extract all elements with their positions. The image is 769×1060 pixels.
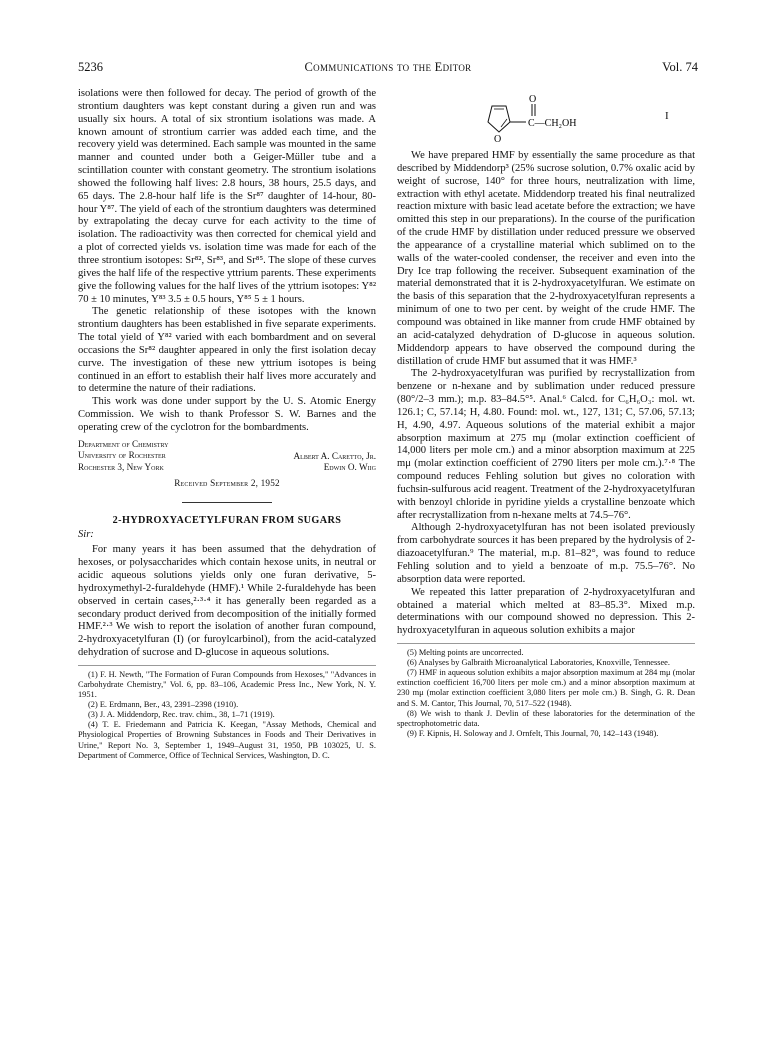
footnote: (5) Melting points are uncorrected. (407, 648, 524, 658)
paragraph: We have prepared HMF by essentially the same procedure as that described by Middendorp³ (25% sucrose solution, 0.7% oxalic acid by weight of sucrose, 140° for three hours, neutralization with lime, extraction with ethyl acetate. Middendorp treated his final neutralized reaction mixture with basic lead acetate before the extraction; we have omitted this step in our preparations). In the course of the purification of the crude HMF by distillation under reduced pressure we observed the appearance of a crystalline material which sublimed on to the walls of the water-cooled condenser, the receiver and even into the Dry Ice trap following the receiver. Subsequent examination of the material demonstrated that it is 2-hydroxyacetylfuran. We estimate on the basis of this separation that the 2-hydroxyacetylfuran represents a minimum of one to two per cent. by weight of the crude HMF. The compound was obtained in like manner from crude HMF obtained by an acid-catalyzed dehydration of D-glucose in aqueous solution. Middendorp appears to have observed the compound during the distillation of crude HMF but assumed that it was HMF.³ (397, 150, 695, 367)
affiliation-line: University of Rochester (78, 450, 166, 461)
side-chain-label: C—CH₂OH (528, 118, 577, 129)
section-divider (182, 502, 272, 503)
affiliation-line: Rochester 3, New York (78, 461, 164, 472)
volume-label: Vol. 74 (662, 60, 698, 74)
paragraph: The genetic relationship of these isotopes with the known strontium daughters has been established in five separate experiments. The total yield of Y⁸² varied with each bombardment and on several occasions the Sr⁸² daughter appeared in only the first isolation decay curve. The investigation of these new yttrium isotopes is being continued in an effort to establish their half lives more accurately and to determine the nature of their radiations. (78, 306, 376, 395)
paragraph: This work was done under support by the U. S. Atomic Energy Commission. We wish to thank Professor S. W. Barnes and the operating crew of the cyclotron for the bombardments. (78, 396, 376, 433)
page-header (78, 60, 698, 78)
footnote: (7) HMF in aqueous solution exhibits a major absorption maximum at 284 mμ (molar extinction coefficient 16,700 liters per mole cm.) and a minor absorption maximum at 230 mμ (molar extinction coefficient 3,080 liters per mole cm.) B. Singh, G. R. Dean and S. M. Cantor, This Journal, 70, 517–522 (1948). (397, 668, 695, 708)
received-date: Received September 2, 1952 (174, 477, 280, 488)
paragraph: We repeated this latter preparation of 2-hydroxyacetylfuran and obtained a material which melted at 83–85.3°. Mixed m.p. determinations with our compound showed no depression. This 2-hydroxyacetylfuran in aqueous solution exhibits a major (397, 586, 695, 637)
furan-structure-diagram (470, 92, 630, 144)
compound-number: I (665, 110, 669, 122)
left-column (78, 88, 376, 761)
footnote: (1) F. H. Newth, "The Formation of Furan Compounds from Hexoses," "Advances in Carbohydrate Chemistry," Vol. 6, pp. 83–106, Academic Press Inc., New York, N. Y. 1951. (78, 669, 376, 700)
salutation: Sir: (78, 529, 94, 541)
footnote: (8) We wish to thank J. Devlin of these laboratories for the determination of the spectrophotometric data. (397, 708, 695, 728)
ring-oxygen-label: O (494, 134, 502, 144)
author-name: Edwin O. Wiig (323, 462, 376, 473)
running-title: Communications to the Editor (304, 60, 472, 74)
footnotes-right (397, 643, 695, 739)
page-number: 5236 (78, 60, 103, 74)
footnote: (9) F. Kipnis, H. Soloway and J. Ornfelt, This Journal, 70, 142–143 (1948). (407, 728, 659, 738)
paragraph: For many years it has been assumed that the dehydration of hexoses, or polysaccharides which contain hexose units, in neutral or acidic aqueous solutions yields only one furan derivative, 5-hydroxymethyl-2-furaldehyde (HMF).¹ While 2-furaldehyde has been observed in certain cases,²·³·⁴ it has generally been regarded as a secondary product derived from decomposition of the initially formed HMF.²·³ We wish to report the isolation of another furan compound, 2-hydroxyacetylfuran (I) (or furoylcarbinol), from the acid-catalyzed dehydration of sucrose and D-glucose in aqueous solutions. (78, 544, 376, 659)
footnote: (4) T. E. Friedemann and Patricia K. Keegan, "Assay Methods, Chemical and Physiological Properties of Browning Substances in Foods and Their Derivatives in Urine," Report No. 3, September 1, 1949–August 31, 1950, PB 103025, U. S. Department of Commerce, Office of Technical Services, Washington, D. C. (78, 720, 376, 760)
right-column (397, 150, 695, 739)
article-title: 2-HYDROXYACETYLFURAN FROM SUGARS (112, 514, 342, 526)
paragraph: Although 2-hydroxyacetylfuran has not been isolated previously from carbohydrate sources it has been prepared by the hydrolysis of 2-diazoacetylfuran.⁹ The material, m.p. 81–82°, was found to reduce Fehling solution and to yield a benzoate of m.p. 75.5–76°. No absorption data were reported. (397, 522, 695, 585)
footnote: (3) J. A. Middendorp, Rec. trav. chim., 38, 1–71 (1919). (88, 710, 275, 720)
author-name: Albert A. Caretto, Jr. (293, 450, 376, 461)
paragraph: isolations were then followed for decay. The period of growth of the strontium daughters was kept constant during a given run and was usually six hours. A total of six strontium isolations was made. A known amount of strontium carrier was added each time, and the recovery yield was determined. Each sample was mounted in the same manner and counted under both a Geiger-Müller tube and a scintillation counter with constant geometry. The strontium isolations showed the following half lives: 2.8 hours, 38 hours, 25.5 days, and 65 days. The 2.8-hour half life is the Sr⁸⁷ daughter of 14-hour, 80-hour Y⁸⁷. The yield of each of the strontium daughters was determined by extrapolating the decay curve for each activity to the time of isolation. The radioactivity was then corrected for chemical yield and a plot of corrected yields vs. isolation time was made for each of the three strontium isotopes: Sr⁸², Sr⁸³, and Sr⁸⁵. The slope of these curves gives the half life of the respective yttrium parents. These experiments give the following values for the half lives of the yttrium isotopes: Y⁸² 70 ± 10 minutes, Y⁸³ 3.5 ± 0.5 hours, Y⁸⁵ 5 ± 1 hours. (78, 88, 376, 305)
affiliation-block (78, 439, 376, 475)
paragraph: The 2-hydroxyacetylfuran was purified by recrystallization from benzene or n-hexane and by sublimation under reduced pressure (80°/2–3 mm.); m.p. 83–84.5°⁵. Anal.⁶ Calcd. for C₆H₆O₃: mol. wt. 126.1; C, 57.14; H, 4.80. Found: mol. wt., 127, 131; C, 57.06, 57.13; H, 4.90, 4.97. Aqueous solutions of the material exhibit a major absorption maximum at 275 mμ (molar extinction coefficient of 14,000 liters per mole cm.) and a minor absorption maximum at 225 mμ (molar extinction coefficient of 2790 liters per mole cm.).⁷·⁸ The compound reduces Fehling solution but gives no coloration with fuchsin-sulfurous acid reagent. Treatment of the 2-hydroxyacetylfuran with benzoyl chloride in pyridine yields a crystalline benzoate which after recrystallization from n-hexane melts at 74.5–76°. (397, 368, 695, 521)
footnotes-left (78, 665, 376, 761)
affiliation (78, 439, 168, 474)
footnote: (6) Analyses by Galbraith Microanalytical Laboratories, Knoxville, Tennessee. (407, 658, 670, 668)
footnote: (2) E. Erdmann, Ber., 43, 2391–2398 (1910). (88, 700, 239, 710)
authors (294, 451, 376, 474)
affiliation-line: Department of Chemistry (78, 438, 169, 449)
carbonyl-oxygen-label: O (529, 94, 537, 105)
